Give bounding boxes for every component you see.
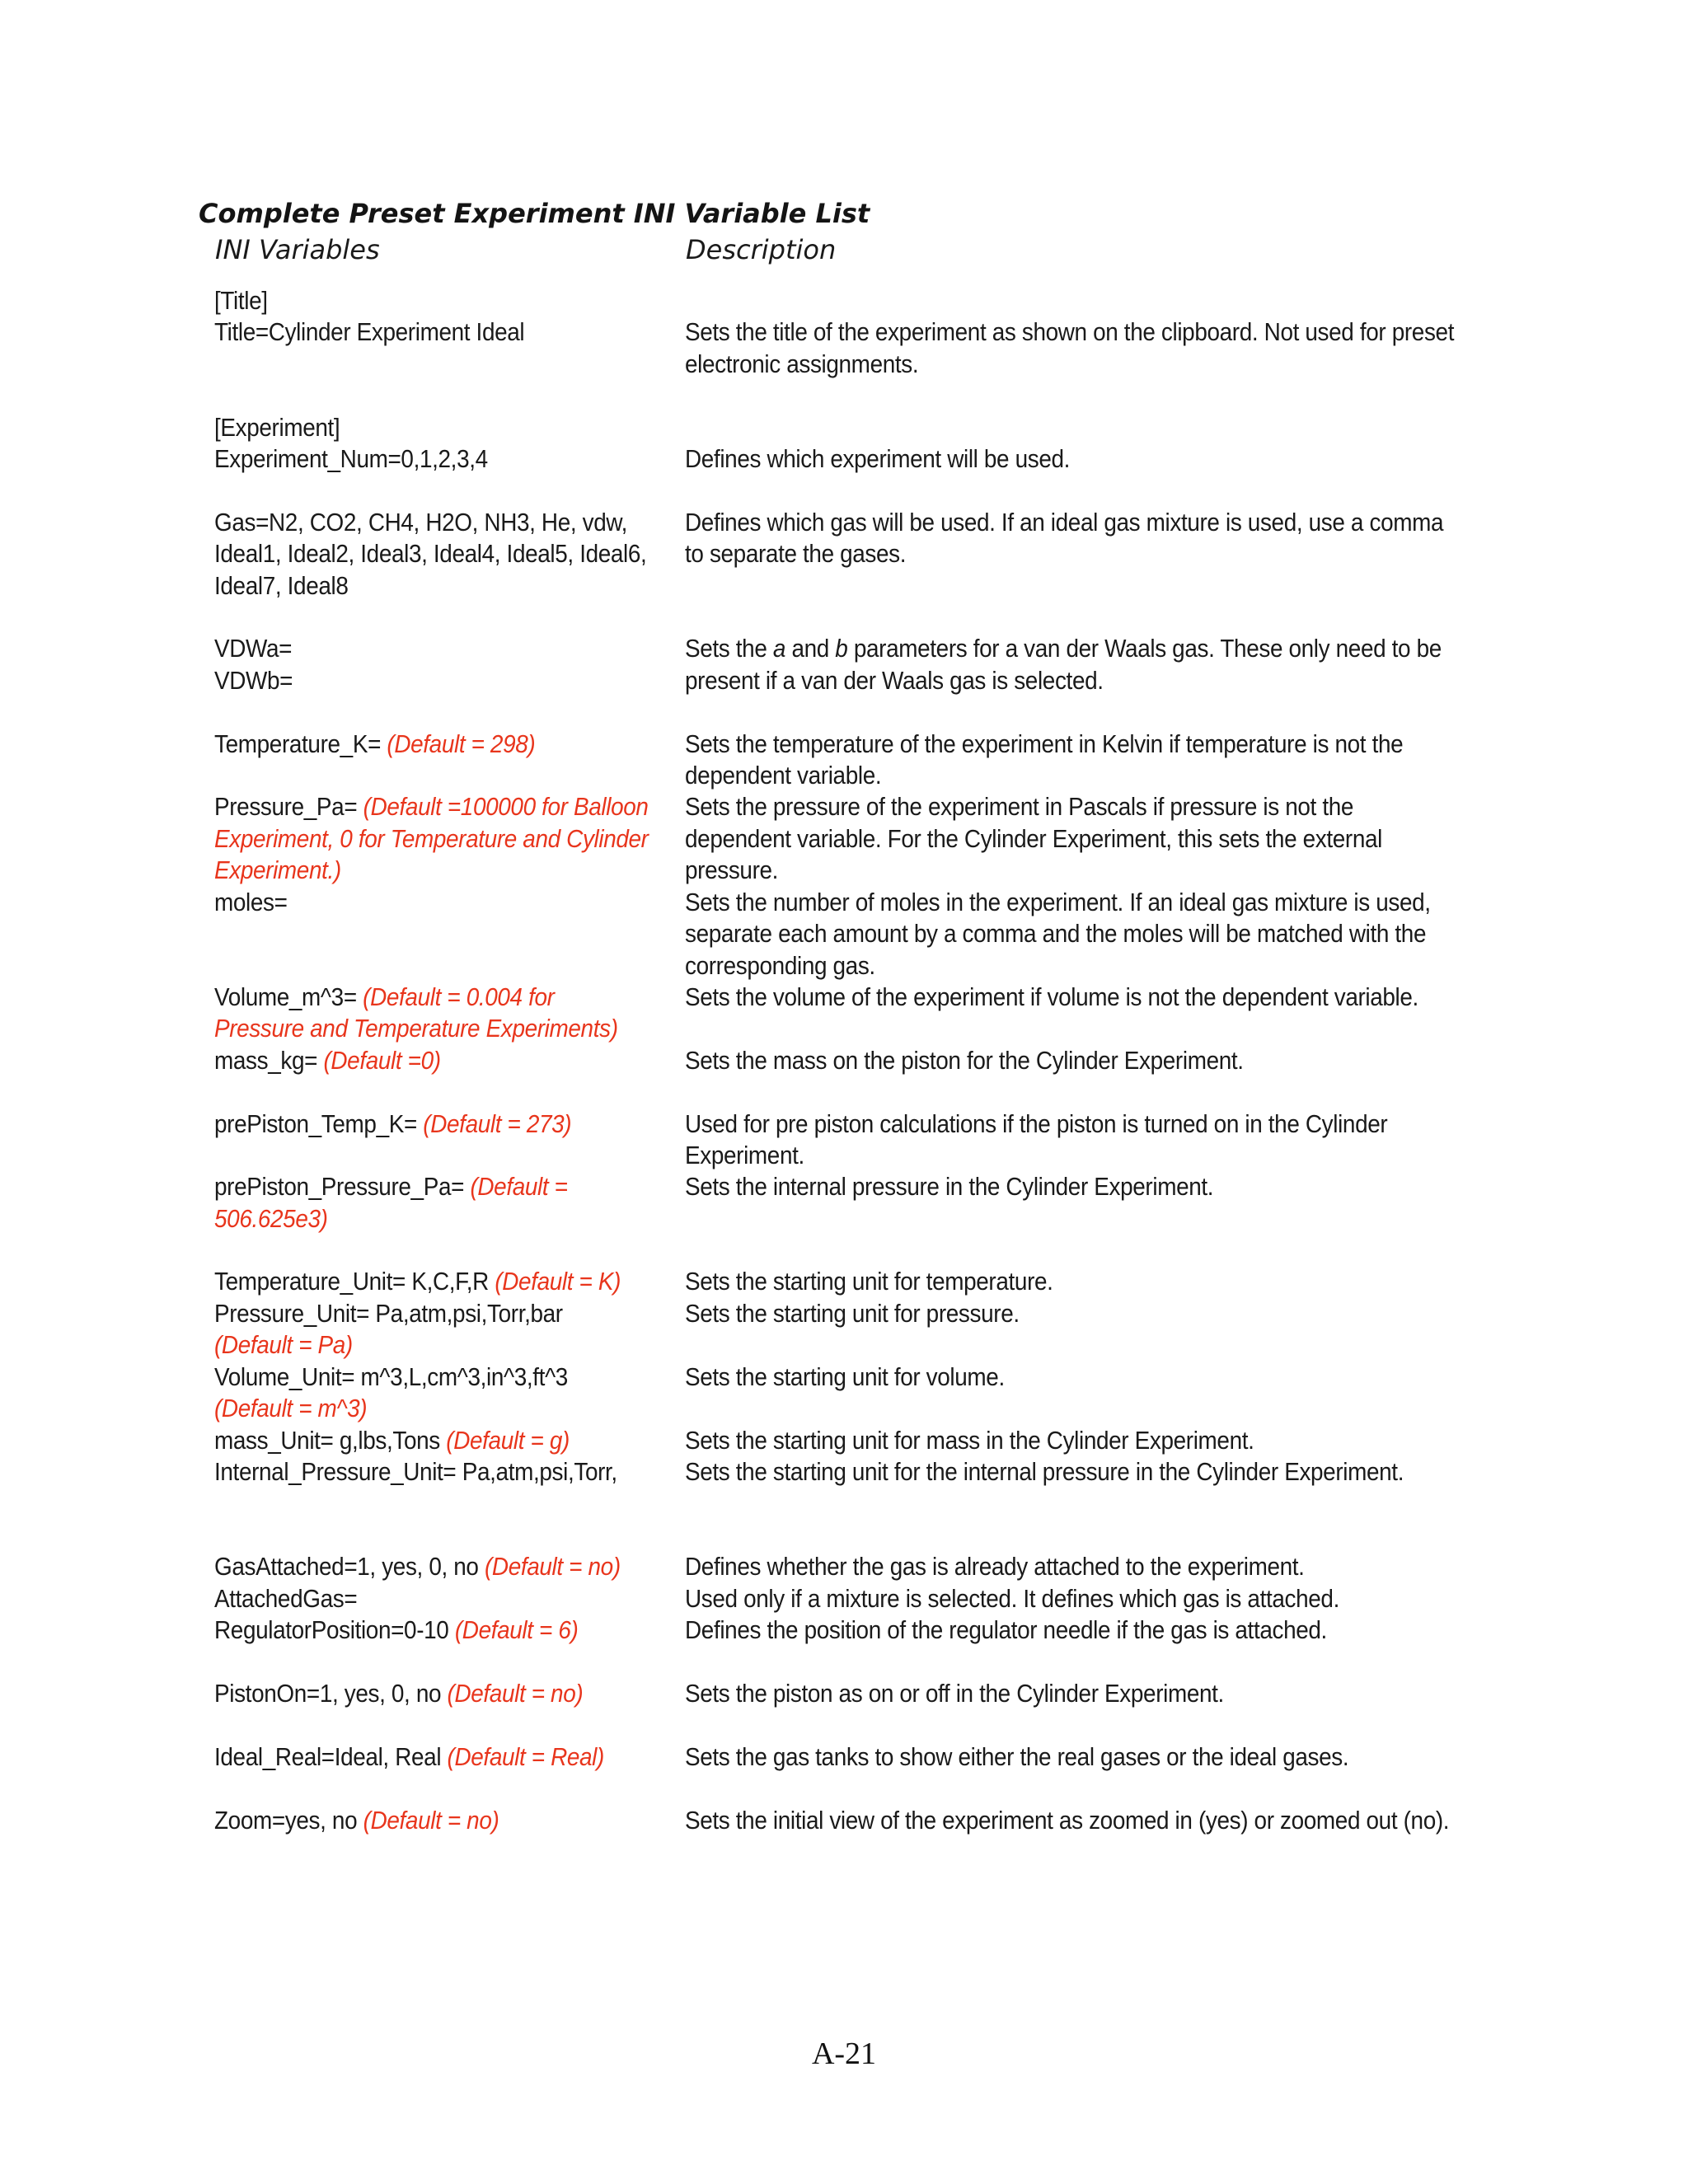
gas-variable-line-2: Ideal1, Ideal2, Ideal3, Ideal4, Ideal5, Ideal6, (214, 539, 647, 568)
pressure-description-line-3: pressure. (685, 855, 779, 884)
variable-name: Temperature_K= (214, 729, 382, 758)
zoom-variable (214, 1805, 499, 1837)
temperature-description-line-2: dependent variable. (685, 761, 882, 790)
default-value: (Default =0) (323, 1046, 441, 1075)
column-header-description: Description (686, 234, 837, 265)
ideal-real-description: Sets the gas tanks to show either the real gases or the ideal gases. (685, 1742, 1349, 1771)
volume-default-line-2: Pressure and Temperature Experiments) (214, 1014, 618, 1043)
temperature-k-variable (214, 729, 535, 761)
piston-on-variable (214, 1678, 583, 1710)
mass-kg-variable (214, 1045, 441, 1077)
volume-description: Sets the volume of the experiment if volume is not the dependent variable. (685, 982, 1418, 1011)
title-description-line-2: electronic assignments. (685, 349, 919, 378)
default-value: (Default = no) (363, 1806, 499, 1835)
vdw-param-a: a (772, 634, 786, 663)
variable-name: prePiston_Temp_K= (214, 1109, 417, 1138)
variable-name: Volume_m^3= (214, 982, 357, 1011)
default-value: (Default = no) (484, 1552, 621, 1581)
gas-attached-variable (214, 1551, 621, 1583)
moles-description-line-2: separate each amount by a comma and the moles will be matched with the (685, 919, 1427, 948)
attached-gas-variable: AttachedGas= (214, 1584, 358, 1613)
variable-name: Pressure_Pa= (214, 792, 358, 821)
title-section-label: [Title] (214, 286, 268, 315)
gas-variable-line-3: Ideal7, Ideal8 (214, 571, 349, 600)
default-value: (Default = 298) (387, 729, 536, 758)
vdw-param-b: b (835, 634, 848, 663)
pressure-unit-default: (Default = Pa) (214, 1330, 353, 1359)
vdw-description-line-2: present if a van der Waals gas is selected. (685, 666, 1104, 695)
vdw-description-line-1 (685, 633, 1442, 665)
variable-name: RegulatorPosition=0-10 (214, 1615, 449, 1644)
moles-variable: moles= (214, 888, 288, 916)
prepiston-pressure-default-line-2: 506.625e3) (214, 1204, 328, 1233)
vdw-text-and: and (785, 634, 836, 663)
volume-unit-default: (Default = m^3) (214, 1394, 368, 1422)
default-value: (Default = 273) (423, 1109, 572, 1138)
variable-name: Zoom=yes, no (214, 1806, 358, 1835)
volume-unit-variable: Volume_Unit= m^3,L,cm^3,in^3,ft^3 (214, 1362, 568, 1391)
pressure-default-line-2: Experiment, 0 for Temperature and Cylinder (214, 824, 649, 853)
internal-pressure-unit-description: Sets the starting unit for the internal pressure in the Cylinder Experiment. (685, 1457, 1404, 1486)
volume-m3-variable (214, 982, 555, 1014)
attached-gas-description: Used only if a mixture is selected. It defines which gas is attached. (685, 1584, 1339, 1613)
default-value: (Default =100000 for Balloon (363, 792, 649, 821)
gas-description-line-1: Defines which gas will be used. If an ideal gas mixture is used, use a comma (685, 508, 1444, 537)
title-variable: Title=Cylinder Experiment Ideal (214, 317, 525, 346)
pressure-description-line-1: Sets the pressure of the experiment in Pascals if pressure is not the (685, 792, 1354, 821)
default-value: (Default = no) (447, 1679, 584, 1708)
mass-description: Sets the mass on the piston for the Cylinder Experiment. (685, 1046, 1244, 1075)
gas-description-line-2: to separate the gases. (685, 539, 907, 568)
default-value: (Default = (470, 1172, 568, 1201)
pressure-unit-variable: Pressure_Unit= Pa,atm,psi,Torr,bar (214, 1299, 563, 1328)
vdwa-variable: VDWa= (214, 634, 293, 663)
variable-name: Ideal_Real=Ideal, Real (214, 1742, 442, 1771)
variable-name: Temperature_Unit= K,C,F,R (214, 1267, 489, 1296)
vdw-text-a: Sets the (685, 634, 773, 663)
default-value: (Default = 6) (454, 1615, 579, 1644)
page-heading: Complete Preset Experiment INI Variable List (199, 198, 870, 229)
gas-attached-description: Defines whether the gas is already attached to the experiment. (685, 1552, 1305, 1581)
default-value: (Default = K) (495, 1267, 621, 1296)
variable-name: GasAttached=1, yes, 0, no (214, 1552, 479, 1581)
piston-on-description: Sets the piston as on or off in the Cylinder Experiment. (685, 1679, 1224, 1708)
moles-description-line-3: corresponding gas. (685, 951, 875, 980)
temperature-description-line-1: Sets the temperature of the experiment in Kelvin if temperature is not the (685, 729, 1404, 758)
mass-unit-variable (214, 1425, 570, 1457)
pressure-pa-variable (214, 791, 649, 823)
pressure-default-line-3: Experiment.) (214, 855, 341, 884)
experiment-num-description: Defines which experiment will be used. (685, 444, 1071, 473)
regulator-position-variable (214, 1615, 578, 1647)
prepiston-temp-variable (214, 1108, 571, 1141)
gas-variable-line-1: Gas=N2, CO2, CH4, H2O, NH3, He, vdw, (214, 508, 628, 537)
internal-pressure-unit-variable: Internal_Pressure_Unit= Pa,atm,psi,Torr, (214, 1457, 617, 1486)
prepiston-temp-description-line-2: Experiment. (685, 1141, 804, 1169)
vdw-text-rest: parameters for a van der Waals gas. These only need to be (847, 634, 1442, 663)
experiment-section-label: [Experiment] (214, 413, 340, 442)
default-value: (Default = 0.004 for (363, 982, 555, 1011)
variable-name: mass_kg= (214, 1046, 318, 1075)
temperature-unit-variable (214, 1266, 621, 1298)
pressure-description-line-2: dependent variable. For the Cylinder Experiment, this sets the external (685, 824, 1383, 853)
page-number: A-21 (811, 2036, 877, 2071)
column-header-ini-variables: INI Variables (215, 234, 380, 265)
volume-unit-description: Sets the starting unit for volume. (685, 1362, 1005, 1391)
variable-name: prePiston_Pressure_Pa= (214, 1172, 465, 1201)
default-value: (Default = Real) (447, 1742, 604, 1771)
pressure-unit-description: Sets the starting unit for pressure. (685, 1299, 1020, 1328)
experiment-num-variable: Experiment_Num=0,1,2,3,4 (214, 444, 488, 473)
temperature-unit-description: Sets the starting unit for temperature. (685, 1267, 1053, 1296)
mass-unit-description: Sets the starting unit for mass in the Cylinder Experiment. (685, 1426, 1254, 1455)
default-value: (Default = g) (446, 1426, 570, 1455)
prepiston-temp-description-line-1: Used for pre piston calculations if the piston is turned on in the Cylinder (685, 1109, 1388, 1138)
title-description-line-1: Sets the title of the experiment as shown on the clipboard. Not used for preset (685, 317, 1455, 346)
prepiston-pressure-variable (214, 1171, 568, 1203)
moles-description-line-1: Sets the number of moles in the experiment. If an ideal gas mixture is used, (685, 888, 1431, 916)
ideal-real-variable (214, 1741, 604, 1774)
prepiston-pressure-description: Sets the internal pressure in the Cylinder Experiment. (685, 1172, 1214, 1201)
vdwb-variable: VDWb= (214, 666, 293, 695)
zoom-description: Sets the initial view of the experiment as zoomed in (yes) or zoomed out (no). (685, 1806, 1450, 1835)
variable-name: mass_Unit= g,lbs,Tons (214, 1426, 440, 1455)
variable-name: PistonOn=1, yes, 0, no (214, 1679, 442, 1708)
regulator-description: Defines the position of the regulator needle if the gas is attached. (685, 1615, 1327, 1644)
